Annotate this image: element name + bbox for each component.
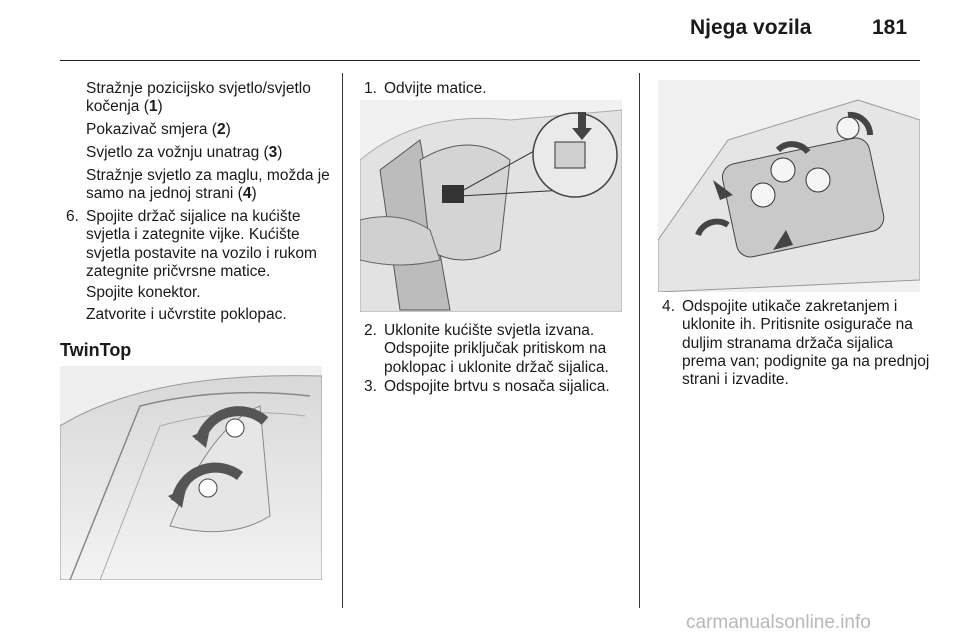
- step-4-number: 4.: [662, 298, 675, 315]
- step-4-text: Odspojite utikače zakretanjem i uklonite ih. Pritisnite osigurače na duljim stranama držača sijalica prema van; podignite ga na prednjoj strani i izvadite.: [682, 298, 930, 389]
- bulb-item-2-text: Pokazivač smjera (: [86, 121, 217, 138]
- watermark: carmanualsonline.info: [686, 612, 871, 633]
- step-1-text: Odvijte matice.: [384, 80, 487, 97]
- bulb-item-1-text: Stražnje pozicijsko svjetlo/svjetlo kočenja (: [86, 80, 311, 116]
- bulb-item-2: [86, 121, 336, 139]
- bulb-item-4-number: 4: [242, 185, 252, 203]
- bulb-item-1-end: ): [157, 98, 163, 116]
- page-number: 181: [872, 16, 908, 39]
- step-1-number: 1.: [364, 80, 377, 97]
- connector-paragraph: Spojite konektor.: [86, 284, 201, 301]
- lamp-housing-illustration: [360, 100, 622, 312]
- bulb-item-3: [86, 144, 336, 162]
- cover-paragraph: Zatvorite i učvrstite poklopac.: [86, 306, 287, 323]
- bulb-item-3-text: Svjetlo za vožnju unatrag (: [86, 144, 269, 161]
- step-6-text: Spojite držač sijalice na kućište svjetla i zategnite vijke. Kućište svjetla postavite na vozilo i rukom zategnite pričvrsne matice.: [86, 208, 317, 280]
- bulb-item-3-number: 3: [268, 144, 278, 161]
- column-divider-2: [639, 73, 640, 608]
- twintop-trunk-illustration: [60, 366, 322, 580]
- column-divider-1: [342, 73, 343, 608]
- header-rule: [60, 60, 920, 61]
- bulb-holder-illustration: [658, 80, 920, 292]
- section-heading-twintop: TwinTop: [60, 340, 132, 360]
- bulb-item-2-end: ): [225, 121, 231, 138]
- bulb-item-3-end: ): [277, 144, 283, 161]
- step-2-text: Uklonite kućište svjetla izvana. Odspojite priključak pritiskom na poklopac i uklonite držač sijalica.: [384, 322, 609, 376]
- step-6-number: 6.: [66, 208, 79, 225]
- bulb-item-1-number: 1: [148, 98, 158, 116]
- page-header-title: Njega vozila: [690, 16, 812, 39]
- step-3-number: 3.: [364, 378, 377, 395]
- bulb-item-4-end: ): [251, 185, 257, 203]
- bulb-item-4: [86, 167, 336, 204]
- bulb-item-1: [86, 80, 336, 117]
- step-2-number: 2.: [364, 322, 377, 339]
- bulb-item-2-number: 2: [216, 121, 226, 138]
- bulb-item-4-text: Stražnje svjetlo za maglu, možda je samo na jednoj strani (: [86, 167, 330, 203]
- step-3-text: Odspojite brtvu s nosača sijalica.: [384, 378, 610, 395]
